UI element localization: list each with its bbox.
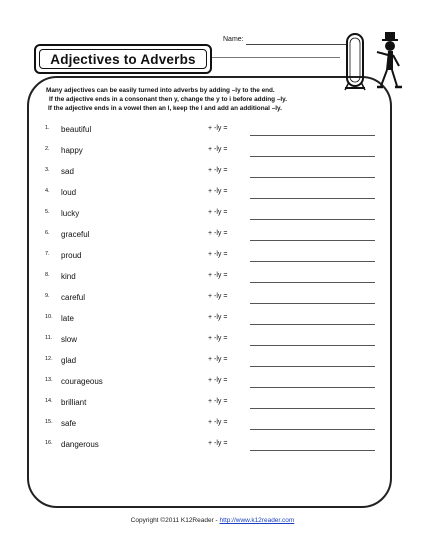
suffix-label: + -ly = bbox=[208, 335, 228, 342]
instruction-line: If the adjective ends in a vowel then an l, keep the l and add an additional –ly. bbox=[48, 105, 282, 113]
item-number: 9. bbox=[45, 293, 50, 299]
item-number: 5. bbox=[45, 209, 50, 215]
answer-line[interactable] bbox=[250, 156, 375, 157]
adjective-word: brilliant bbox=[61, 398, 87, 407]
exercise-row bbox=[0, 230, 425, 246]
adjective-word: slow bbox=[61, 335, 78, 344]
adjective-word: beautiful bbox=[61, 125, 92, 134]
exercise-row bbox=[0, 398, 425, 414]
item-number: 16. bbox=[45, 440, 53, 446]
item-number: 13. bbox=[45, 377, 53, 383]
name-field[interactable] bbox=[246, 44, 348, 45]
answer-line[interactable] bbox=[250, 135, 375, 136]
item-number: 12. bbox=[45, 356, 53, 362]
adjective-word: kind bbox=[61, 272, 76, 281]
name-label: Name: bbox=[223, 36, 244, 43]
instruction-line: If the adjective ends in a consonant then y, change the y to i before adding –ly. bbox=[49, 96, 288, 104]
item-number: 4. bbox=[45, 188, 50, 194]
suffix-label: + -ly = bbox=[208, 272, 228, 279]
suffix-label: + -ly = bbox=[208, 188, 228, 195]
footer-link[interactable]: http://www.k12reader.com bbox=[219, 517, 295, 524]
answer-line[interactable] bbox=[250, 387, 375, 388]
adjective-word: lucky bbox=[61, 209, 80, 218]
item-number: 3. bbox=[45, 167, 50, 173]
adjective-word: loud bbox=[61, 188, 77, 197]
adjective-word: glad bbox=[61, 356, 77, 365]
exercise-row bbox=[0, 377, 425, 393]
answer-line[interactable] bbox=[250, 303, 375, 304]
exercise-row bbox=[0, 356, 425, 372]
answer-line[interactable] bbox=[250, 324, 375, 325]
adjective-word: dangerous bbox=[61, 440, 99, 449]
exercise-row bbox=[0, 125, 425, 141]
exercise-row bbox=[0, 209, 425, 225]
suffix-label: + -ly = bbox=[208, 314, 228, 321]
answer-line[interactable] bbox=[250, 261, 375, 262]
item-number: 11. bbox=[45, 335, 53, 341]
suffix-label: + -ly = bbox=[208, 377, 228, 384]
adjective-word: careful bbox=[61, 293, 86, 302]
instruction-line: Many adjectives can be easily turned into adverbs by adding –ly to the end. bbox=[46, 87, 275, 94]
answer-line[interactable] bbox=[250, 450, 375, 451]
adjective-word: graceful bbox=[61, 230, 90, 239]
answer-line[interactable] bbox=[250, 429, 375, 430]
answer-line[interactable] bbox=[250, 282, 375, 283]
adjective-word: sad bbox=[61, 167, 74, 176]
answer-line[interactable] bbox=[250, 408, 375, 409]
exercise-row bbox=[0, 314, 425, 330]
instructions bbox=[46, 86, 376, 114]
exercise-row bbox=[0, 146, 425, 162]
adjective-word: courageous bbox=[61, 377, 103, 386]
item-number: 8. bbox=[45, 272, 50, 278]
answer-line[interactable] bbox=[250, 366, 375, 367]
item-number: 15. bbox=[45, 419, 53, 425]
answer-line[interactable] bbox=[250, 219, 375, 220]
item-number: 14. bbox=[45, 398, 53, 404]
exercise-row bbox=[0, 335, 425, 351]
exercise-row bbox=[0, 272, 425, 288]
suffix-label: + -ly = bbox=[208, 146, 228, 153]
exercise-row bbox=[0, 293, 425, 309]
item-number: 7. bbox=[45, 251, 50, 257]
item-number: 10. bbox=[45, 314, 53, 320]
suffix-label: + -ly = bbox=[208, 293, 228, 300]
adjective-word: late bbox=[61, 314, 74, 323]
suffix-label: + -ly = bbox=[208, 398, 228, 405]
page-title: Adjectives to Adverbs bbox=[39, 49, 207, 69]
adjective-word: happy bbox=[61, 146, 83, 155]
decorative-line bbox=[212, 57, 340, 58]
answer-line[interactable] bbox=[250, 177, 375, 178]
suffix-label: + -ly = bbox=[208, 125, 228, 132]
item-number: 2. bbox=[45, 146, 50, 152]
answer-line[interactable] bbox=[250, 198, 375, 199]
answer-line[interactable] bbox=[250, 345, 375, 346]
title-box bbox=[34, 44, 212, 74]
footer bbox=[0, 517, 425, 524]
item-number: 1. bbox=[45, 125, 50, 131]
suffix-label: + -ly = bbox=[208, 356, 228, 363]
mirror-figure-icon bbox=[341, 30, 411, 92]
suffix-label: + -ly = bbox=[208, 230, 228, 237]
exercise-row bbox=[0, 419, 425, 435]
item-number: 6. bbox=[45, 230, 50, 236]
suffix-label: + -ly = bbox=[208, 440, 228, 447]
suffix-label: + -ly = bbox=[208, 419, 228, 426]
exercise-row bbox=[0, 440, 425, 456]
exercise-row bbox=[0, 167, 425, 183]
suffix-label: + -ly = bbox=[208, 251, 228, 258]
exercise-row bbox=[0, 188, 425, 204]
adjective-word: proud bbox=[61, 251, 82, 260]
suffix-label: + -ly = bbox=[208, 167, 228, 174]
exercise-row bbox=[0, 251, 425, 267]
suffix-label: + -ly = bbox=[208, 209, 228, 216]
adjective-word: safe bbox=[61, 419, 77, 428]
answer-line[interactable] bbox=[250, 240, 375, 241]
copyright-text: Copyright ©2011 K12Reader - bbox=[130, 517, 220, 524]
